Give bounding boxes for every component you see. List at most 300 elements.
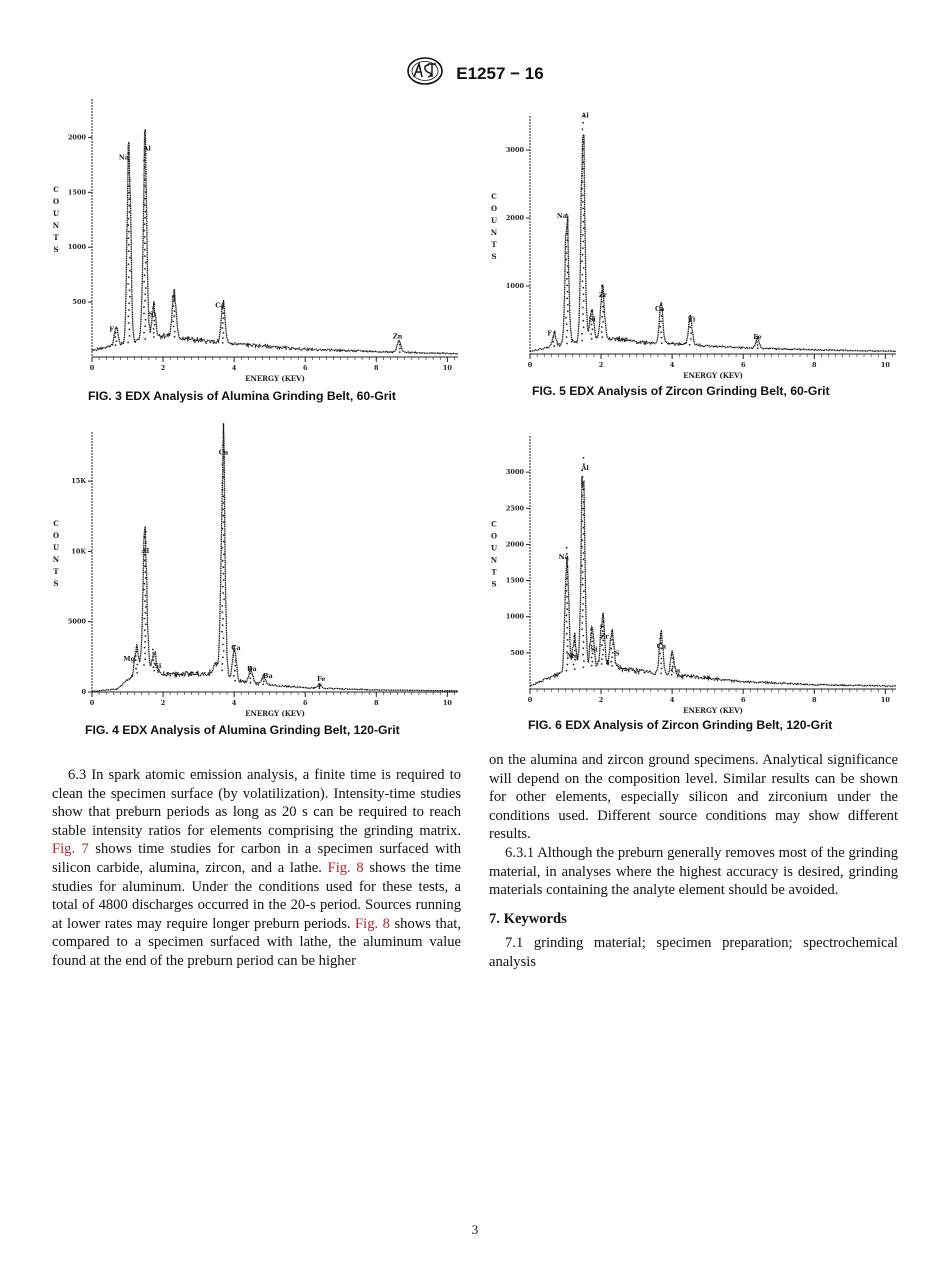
spectrum-point bbox=[565, 259, 567, 261]
spectrum-point bbox=[223, 317, 225, 319]
spectrum-point bbox=[660, 673, 662, 675]
spectrum-point bbox=[143, 281, 145, 283]
spectrum-point bbox=[127, 224, 129, 226]
spectrum-point bbox=[659, 326, 661, 328]
spectrum-point bbox=[144, 153, 146, 155]
spectrum-point bbox=[145, 612, 147, 614]
spectrum-point bbox=[583, 300, 585, 302]
spectrum-point bbox=[582, 571, 584, 573]
y-axis-label-letter: T bbox=[53, 233, 59, 242]
spectrum-point bbox=[154, 303, 156, 305]
spectrum-point bbox=[601, 326, 603, 328]
peak-label: Ca bbox=[215, 301, 225, 310]
y-axis-label-letter: N bbox=[52, 555, 60, 564]
x-axis-label: ENERGY (KEV) bbox=[245, 709, 305, 718]
spectrum-point bbox=[756, 341, 758, 343]
spectrum-point bbox=[583, 533, 585, 535]
x-tick-label: 6 bbox=[302, 699, 308, 707]
spectrum-point bbox=[611, 630, 613, 632]
spectrum-point bbox=[581, 539, 583, 541]
x-axis-label: ENERGY (KEV) bbox=[683, 371, 743, 380]
spectrum-point bbox=[152, 307, 154, 309]
spectrum-point bbox=[143, 306, 145, 308]
spectrum-point bbox=[601, 331, 603, 333]
spectrum-point bbox=[602, 616, 604, 618]
spectrum-point bbox=[581, 622, 583, 624]
spectrum-point bbox=[591, 637, 593, 639]
peak-label: Na bbox=[118, 153, 130, 162]
y-axis-label-letter: O bbox=[52, 197, 60, 206]
spectrum-point bbox=[222, 644, 224, 646]
spectrum-point bbox=[583, 489, 585, 491]
spectrum-point bbox=[583, 590, 585, 592]
spectrum-point bbox=[143, 664, 145, 666]
spectrum-point bbox=[152, 652, 154, 654]
spectrum-point bbox=[660, 663, 662, 665]
spectrum-point bbox=[581, 546, 583, 548]
spectrum-point bbox=[583, 214, 585, 216]
spectrum-point bbox=[566, 571, 568, 573]
spectrum-point bbox=[582, 241, 584, 243]
spectrum-point bbox=[661, 337, 663, 339]
peak-label: Ba bbox=[263, 671, 273, 680]
y-axis-label-letter: S bbox=[491, 579, 497, 589]
spectrum-point bbox=[115, 344, 117, 346]
spectrum-point bbox=[144, 255, 146, 257]
y-axis-label-letter: U bbox=[52, 209, 60, 218]
spectrum-point bbox=[583, 267, 585, 269]
x-tick-label: 4 bbox=[231, 699, 237, 707]
spectrum-point bbox=[565, 317, 567, 319]
peak-label: Al bbox=[581, 463, 589, 472]
peak-label: Mg bbox=[123, 655, 136, 664]
spectrum-point bbox=[144, 242, 146, 244]
spectrum-point bbox=[566, 608, 568, 610]
spectrum-point bbox=[567, 220, 569, 222]
spectrum-point bbox=[581, 520, 583, 522]
spectrum-point bbox=[399, 340, 401, 342]
spectrum-point bbox=[127, 172, 129, 174]
peak-label: Ba bbox=[247, 664, 257, 673]
page-number: 3 bbox=[471, 1222, 479, 1237]
spectrum-point bbox=[144, 565, 146, 567]
spectrum-point bbox=[222, 463, 224, 465]
y-axis-label-letter: T bbox=[53, 567, 59, 576]
y-axis-label-letter: S bbox=[53, 579, 59, 588]
spectrum-point bbox=[757, 347, 759, 349]
spectrum-point bbox=[573, 636, 575, 638]
spectrum-point bbox=[144, 647, 146, 649]
x-tick-label: 8 bbox=[812, 361, 817, 369]
spectrum-point bbox=[222, 489, 224, 491]
spectrum-point bbox=[603, 626, 605, 628]
spectrum-point bbox=[672, 658, 674, 660]
spectrum-point bbox=[143, 313, 145, 315]
spectrum-point bbox=[566, 664, 568, 666]
spectrum-point bbox=[583, 527, 585, 529]
spectrum-point bbox=[581, 482, 583, 484]
peak-label: Ti bbox=[688, 315, 696, 324]
y-axis-label-letter: N bbox=[490, 555, 498, 565]
section-heading-keywords: 7. Keywords bbox=[489, 910, 567, 927]
spectrum-point bbox=[581, 188, 583, 190]
spectrum-point bbox=[689, 344, 691, 346]
spectrum-point bbox=[143, 160, 145, 162]
spectrum-point bbox=[223, 579, 225, 581]
spectrum-point bbox=[144, 217, 146, 219]
spectrum-point bbox=[129, 179, 131, 181]
spectrum-point bbox=[221, 605, 223, 607]
spectrum-point bbox=[154, 324, 156, 326]
spectrum-point bbox=[566, 330, 568, 332]
spectrum-point bbox=[582, 201, 584, 203]
spectrum-point bbox=[581, 628, 583, 630]
spectrum-point bbox=[222, 322, 224, 324]
peak-label: Ca bbox=[655, 305, 665, 314]
x-tick-label: 10 bbox=[880, 361, 890, 369]
spectrum-point bbox=[144, 198, 146, 200]
spectrum-point bbox=[174, 310, 176, 312]
peak-label: Si bbox=[154, 662, 162, 671]
spectrum-point bbox=[590, 333, 592, 335]
spectrum-point bbox=[222, 528, 224, 530]
y-tick-label: 15K bbox=[71, 477, 86, 486]
spectrum-point bbox=[223, 496, 225, 498]
spectrum-point bbox=[222, 592, 224, 594]
spectrum-point bbox=[582, 208, 584, 210]
spectrum-point bbox=[567, 291, 569, 293]
spectrum-point bbox=[581, 565, 583, 567]
spectrum-point bbox=[153, 332, 155, 334]
spectrum-point bbox=[567, 265, 569, 267]
peak-label: F bbox=[547, 329, 552, 338]
spectrum-point bbox=[223, 457, 225, 459]
x-tick-label: 4 bbox=[669, 361, 675, 369]
spectrum-point bbox=[145, 577, 147, 579]
spectrum-point bbox=[173, 315, 175, 317]
spectrum-point bbox=[136, 672, 138, 674]
spectrum-point bbox=[222, 618, 224, 620]
y-tick-label: 3000 bbox=[505, 146, 524, 154]
y-tick-label: 2500 bbox=[505, 504, 524, 513]
spectrum-point bbox=[612, 643, 614, 645]
spectrum-point bbox=[222, 663, 224, 665]
x-tick-label: 6 bbox=[740, 696, 746, 704]
spectrum-point bbox=[128, 250, 130, 252]
spectrum-series bbox=[530, 477, 896, 687]
x-tick-label: 0 bbox=[527, 696, 533, 704]
y-tick-label: 2000 bbox=[67, 133, 86, 142]
spectrum-point bbox=[129, 205, 131, 207]
y-axis-label-letter: T bbox=[491, 567, 497, 577]
spectrum-point bbox=[583, 514, 585, 516]
spectrum-point bbox=[263, 681, 265, 683]
spectrum-point bbox=[659, 638, 661, 640]
spectrum-point bbox=[144, 249, 146, 251]
peak-label: Ca bbox=[670, 666, 681, 675]
spectrum-point bbox=[566, 336, 568, 338]
spectrum-point bbox=[128, 218, 130, 220]
spectrum-point bbox=[610, 661, 612, 663]
spectrum-point bbox=[129, 257, 131, 259]
spectrum-point bbox=[612, 652, 614, 654]
spectrum-point bbox=[581, 181, 583, 183]
x-tick-label: 10 bbox=[880, 696, 890, 704]
text-span: shows that, compared to a specimen surfaced with lathe, the aluminum value found at the end of the preburn period can be higher bbox=[52, 915, 461, 969]
spectrum-point bbox=[222, 508, 224, 510]
spectrum-point bbox=[582, 320, 584, 322]
spectrum-point bbox=[222, 624, 224, 626]
peak-label: Si bbox=[588, 315, 596, 324]
spectrum-point bbox=[223, 541, 225, 543]
spectrum-point bbox=[602, 311, 604, 313]
peak-label: Zn bbox=[392, 332, 403, 341]
spectrum-point bbox=[574, 645, 576, 647]
peak-label: Ca bbox=[231, 643, 241, 652]
spectrum-point bbox=[144, 140, 146, 142]
fig8-link[interactable]: Fig. 8 bbox=[327, 859, 364, 876]
spectrum-point bbox=[603, 621, 605, 623]
spectrum-point bbox=[591, 309, 593, 311]
spectrum-point bbox=[262, 683, 264, 685]
spectrum-point bbox=[553, 345, 555, 347]
spectrum-point bbox=[145, 606, 147, 608]
spectrum-point bbox=[144, 300, 146, 302]
spectrum-point bbox=[173, 326, 175, 328]
spectrum-point bbox=[566, 323, 568, 325]
fig6-chart bbox=[488, 432, 898, 717]
x-axis-label: ENERGY (KEV) bbox=[245, 374, 305, 383]
spectrum-series bbox=[92, 129, 458, 354]
x-axis-label: ENERGY (KEV) bbox=[683, 706, 743, 715]
spectrum-point bbox=[128, 166, 130, 168]
spectrum-point bbox=[582, 274, 584, 276]
spectrum-point bbox=[582, 148, 584, 150]
spectrum-point bbox=[583, 293, 585, 295]
page-header bbox=[0, 56, 950, 91]
y-axis-label-letter: S bbox=[491, 252, 497, 261]
spectrum-point bbox=[566, 233, 568, 235]
spectrum-point bbox=[128, 309, 130, 311]
spectrum-point bbox=[611, 635, 613, 637]
x-tick-label: 8 bbox=[374, 699, 379, 707]
peak-label: Si bbox=[148, 310, 156, 319]
spectrum-point bbox=[319, 683, 321, 685]
spectrum-point bbox=[249, 677, 251, 679]
spectrum-point bbox=[582, 654, 584, 656]
spectrum-point bbox=[152, 649, 154, 651]
fig5-chart bbox=[488, 112, 898, 382]
spectrum-point bbox=[129, 211, 131, 213]
fig8-link[interactable]: Fig. 8 bbox=[355, 915, 390, 932]
spectrum-point bbox=[223, 599, 225, 601]
spectrum-point bbox=[591, 338, 593, 340]
spectrum-point bbox=[128, 192, 130, 194]
spectrum-point bbox=[566, 621, 568, 623]
spectrum-point bbox=[591, 633, 593, 635]
spectrum-point bbox=[592, 328, 594, 330]
peak-label: Fe bbox=[753, 333, 762, 342]
spectrum-point bbox=[567, 627, 569, 629]
spectrum-point bbox=[672, 662, 674, 664]
spectrum-point bbox=[581, 495, 583, 497]
spectrum-point bbox=[144, 629, 146, 631]
spectrum-point bbox=[582, 122, 584, 124]
spectrum-point bbox=[235, 660, 237, 662]
spectrum-point bbox=[128, 263, 130, 265]
y-tick-label: 500 bbox=[72, 298, 86, 307]
spectrum-point bbox=[145, 531, 147, 533]
x-tick-label: 0 bbox=[89, 364, 95, 372]
peak-label: Al bbox=[141, 546, 150, 555]
spectrum-point bbox=[116, 340, 118, 342]
fig5-caption: FIG. 5 EDX Analysis of Zircon Grinding Belt, 60-Grit bbox=[532, 384, 830, 398]
spectrum-point bbox=[399, 344, 401, 346]
spectrum-point bbox=[583, 597, 585, 599]
spectrum-point bbox=[128, 244, 130, 246]
spectrum-point bbox=[574, 640, 576, 642]
y-axis-label-letter: O bbox=[52, 531, 60, 540]
x-tick-label: 0 bbox=[89, 699, 95, 707]
x-tick-label: 10 bbox=[442, 699, 452, 707]
astm-logo-icon bbox=[406, 56, 444, 91]
spectrum-point bbox=[601, 301, 603, 303]
spectrum-point bbox=[660, 321, 662, 323]
y-axis-label-letter: N bbox=[52, 221, 60, 230]
text-span: shows the time studies for aluminum. Under the conditions used for these tests, a total of 4800 discharges occurred in the 20-s period. Sources running at lower rates may require longer preburn periods. bbox=[52, 859, 461, 932]
spectrum-point bbox=[172, 321, 174, 323]
spectrum-point bbox=[591, 324, 593, 326]
text-span: shows time studies for carbon in a specimen surfaced with silicon carbide, alumina, zircon, and a lathe. bbox=[52, 841, 461, 876]
paragraph-7-1: 7.1 grinding material; specimen preparation; spectrochemical analysis bbox=[489, 935, 898, 970]
y-tick-label: 2000 bbox=[505, 214, 524, 222]
y-axis-label-letter: U bbox=[52, 543, 60, 552]
spectrum-point bbox=[143, 583, 145, 585]
spectrum-point bbox=[567, 239, 569, 241]
spectrum-point bbox=[174, 336, 176, 338]
spectrum-point bbox=[145, 191, 147, 193]
fig3-caption: FIG. 3 EDX Analysis of Alumina Grinding Belt, 60-Grit bbox=[88, 389, 396, 403]
spectrum-point bbox=[234, 670, 236, 672]
spectrum-point bbox=[661, 342, 663, 344]
spectrum-point bbox=[566, 633, 568, 635]
x-tick-label: 4 bbox=[231, 364, 237, 372]
spectrum-point bbox=[583, 667, 585, 669]
x-tick-label: 6 bbox=[302, 364, 308, 372]
spectrum-point bbox=[583, 326, 585, 328]
spectrum-point bbox=[565, 246, 567, 248]
peak-label: Al bbox=[143, 144, 151, 153]
spectrum-point bbox=[223, 637, 225, 639]
spectrum-point bbox=[671, 653, 673, 655]
spectrum-point bbox=[223, 470, 225, 472]
spectrum-point bbox=[582, 155, 584, 157]
spectrum-point bbox=[602, 321, 604, 323]
spectrum-point bbox=[145, 262, 147, 264]
spectrum-point bbox=[145, 211, 147, 213]
fig6-caption: FIG. 6 EDX Analysis of Zircon Grinding Belt, 120-Grit bbox=[528, 718, 833, 732]
spectrum-point bbox=[661, 315, 663, 317]
fig4-caption: FIG. 4 EDX Analysis of Alumina Grinding Belt, 120-Grit bbox=[85, 723, 400, 737]
spectrum-point bbox=[145, 185, 147, 187]
spectrum-point bbox=[567, 639, 569, 641]
spectrum-point bbox=[144, 536, 146, 538]
spectrum-point bbox=[601, 663, 603, 665]
spectrum-point bbox=[583, 552, 585, 554]
spectrum-point bbox=[566, 602, 568, 604]
spectrum-point bbox=[222, 327, 224, 329]
spectrum-point bbox=[583, 457, 585, 459]
spectrum-point bbox=[601, 658, 603, 660]
spectrum-point bbox=[143, 332, 145, 334]
spectrum-point bbox=[567, 565, 569, 567]
fig7-link[interactable]: Fig. 7 bbox=[52, 841, 89, 858]
spectrum-point bbox=[582, 254, 584, 256]
spectrum-point bbox=[129, 335, 131, 337]
spectrum-point bbox=[590, 629, 592, 631]
fig4-chart bbox=[50, 428, 460, 720]
spectrum-point bbox=[566, 297, 568, 299]
spectrum-point bbox=[144, 338, 146, 340]
spectrum-point bbox=[222, 337, 224, 339]
y-axis-label-letter: U bbox=[490, 216, 498, 225]
spectrum-point bbox=[145, 624, 147, 626]
y-axis-label-letter: C bbox=[53, 185, 59, 194]
spectrum-point bbox=[582, 603, 584, 605]
spectrum-point bbox=[661, 658, 663, 660]
spectrum-point bbox=[153, 659, 155, 661]
spectrum-point bbox=[128, 198, 130, 200]
spectrum-point bbox=[399, 351, 401, 353]
spectrum-point bbox=[583, 142, 585, 144]
spectrum-point bbox=[222, 444, 224, 446]
spectrum-point bbox=[144, 325, 146, 327]
spectrum-point bbox=[144, 560, 146, 562]
spectrum-point bbox=[115, 332, 117, 334]
peak-label: Mg bbox=[566, 651, 579, 660]
spectrum-point bbox=[128, 231, 130, 233]
spectrum-point bbox=[602, 654, 604, 656]
x-tick-label: 2 bbox=[160, 364, 166, 372]
spectrum-point bbox=[233, 655, 235, 657]
spectrum-series bbox=[530, 135, 896, 352]
spectrum-point bbox=[127, 342, 129, 344]
y-axis-label-letter: T bbox=[491, 240, 497, 249]
spectrum-point bbox=[144, 268, 146, 270]
spectrum-point bbox=[582, 647, 584, 649]
spectrum-point bbox=[591, 641, 593, 643]
peak-label: Zr bbox=[598, 290, 607, 299]
spectrum-point bbox=[582, 128, 584, 130]
spectrum-point bbox=[223, 438, 225, 440]
spectrum-point bbox=[601, 644, 603, 646]
spectrum-point bbox=[591, 661, 593, 663]
spectrum-point bbox=[128, 302, 130, 304]
spectrum-point bbox=[659, 653, 661, 655]
y-tick-label: 500 bbox=[510, 648, 524, 657]
spectrum-point bbox=[135, 668, 137, 670]
spectrum-point bbox=[144, 223, 146, 225]
spectrum-point bbox=[145, 571, 147, 573]
y-axis-label-letter: S bbox=[53, 245, 59, 254]
x-tick-label: 2 bbox=[160, 699, 166, 707]
spectrum-point bbox=[173, 305, 175, 307]
spectrum-point bbox=[136, 651, 138, 653]
spectrum-point bbox=[223, 650, 225, 652]
y-tick-label: 0 bbox=[81, 688, 86, 696]
peak-label: Al bbox=[581, 111, 589, 120]
spectrum-point bbox=[566, 285, 568, 287]
